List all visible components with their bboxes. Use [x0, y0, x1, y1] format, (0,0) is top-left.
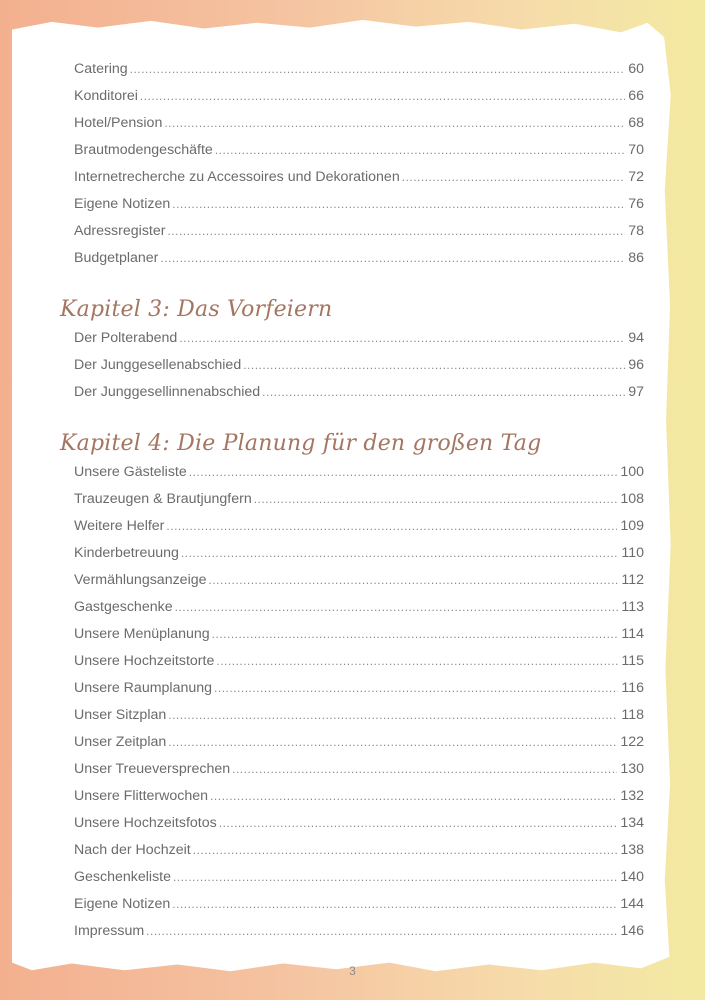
toc-entry-label: Adressregister: [74, 223, 166, 239]
toc-entry-page: 108: [620, 491, 644, 507]
toc-entry-page: 113: [621, 599, 644, 615]
toc-entry-page: 70: [628, 142, 644, 158]
dot-leader: [167, 220, 625, 242]
toc-entry-label: Unsere Raumplanung: [74, 680, 213, 696]
dot-leader: [212, 623, 619, 645]
toc-entry-label: Gastgeschenke: [74, 599, 173, 615]
dot-leader: [181, 542, 618, 564]
dot-leader: [168, 704, 618, 726]
chapter-heading-kapitel-4: Kapitel 4: Die Planung für den großen Tag: [60, 431, 542, 456]
dot-leader: [179, 327, 625, 349]
toc-entry-label: Internetrecherche zu Accessoires und Dekorationen: [74, 169, 400, 185]
toc-entry-gastgeschenke[interactable]: [74, 596, 644, 618]
toc-entry-page: 144: [620, 896, 644, 912]
toc-entry-label: Vermählungsanzeige: [74, 572, 207, 588]
toc-entry-eigene-notizen[interactable]: [74, 193, 644, 215]
toc-entry-page: 116: [621, 680, 644, 696]
toc-entry-sitzplan[interactable]: [74, 704, 644, 726]
chapter-heading-kapitel-3: Kapitel 3: Das Vorfeiern: [60, 297, 333, 322]
dot-leader: [193, 839, 618, 861]
toc-entry-raumplanung[interactable]: [74, 677, 644, 699]
toc-entry-catering[interactable]: [74, 58, 644, 80]
toc-entry-label: Catering: [74, 61, 128, 77]
toc-entry-page: 130: [620, 761, 644, 777]
toc-entry-polterabend[interactable]: [74, 327, 644, 349]
dot-leader: [214, 677, 618, 699]
toc-entry-page: 118: [621, 707, 644, 723]
dot-leader: [189, 461, 618, 483]
dot-leader: [175, 596, 619, 618]
toc-entry-zeitplan[interactable]: [74, 731, 644, 753]
toc-entry-label: Unser Treueversprechen: [74, 761, 231, 777]
toc-entry-page: 140: [620, 869, 644, 885]
toc-entry-treueversprechen[interactable]: [74, 758, 644, 780]
toc-entry-label: Eigene Notizen: [74, 196, 171, 212]
dot-leader: [160, 247, 625, 269]
dot-leader: [166, 515, 617, 537]
toc-entry-page: 112: [621, 572, 644, 588]
toc-entry-vermaehlungsanzeige[interactable]: [74, 569, 644, 591]
toc-entry-internetrecherche[interactable]: [74, 166, 644, 188]
dot-leader: [146, 920, 617, 942]
toc-entry-label: Unsere Menüplanung: [74, 626, 210, 642]
dot-leader: [172, 193, 625, 215]
dot-leader: [140, 85, 625, 107]
toc-entry-page: 138: [620, 842, 644, 858]
dot-leader: [209, 569, 619, 591]
dot-leader: [215, 139, 625, 161]
dot-leader: [130, 58, 626, 80]
toc-entry-label: Unsere Flitterwochen: [74, 788, 209, 804]
toc-entry-hochzeitstorte[interactable]: [74, 650, 644, 672]
toc-entry-label: Der Polterabend: [74, 330, 178, 346]
toc-entry-junggesellinnenabschied[interactable]: [74, 381, 644, 403]
toc-entry-hotel-pension[interactable]: [74, 112, 644, 134]
toc-entry-page: 109: [620, 518, 644, 534]
toc-entry-page: 146: [620, 923, 644, 939]
toc-entry-label: Geschenkeliste: [74, 869, 171, 885]
toc-entry-page: 86: [628, 250, 644, 266]
toc-entry-page: 96: [628, 357, 644, 373]
toc-entry-page: 72: [628, 169, 644, 185]
toc-entry-geschenkeliste[interactable]: [74, 866, 644, 888]
toc-entry-budgetplaner[interactable]: [74, 247, 644, 269]
toc-entry-label: Unser Sitzplan: [74, 707, 167, 723]
toc-entry-page: 76: [628, 196, 644, 212]
dot-leader: [402, 166, 626, 188]
toc-entry-page: 134: [620, 815, 644, 831]
toc-entry-page: 68: [628, 115, 644, 131]
toc-entry-page: 97: [628, 384, 644, 400]
toc-entry-label: Der Junggesellenabschied: [74, 357, 242, 373]
toc-entry-label: Impressum: [74, 923, 145, 939]
toc-entry-page: 100: [620, 464, 644, 480]
toc-entry-label: Konditorei: [74, 88, 138, 104]
dot-leader: [216, 650, 618, 672]
toc-entry-page: 66: [628, 88, 644, 104]
toc-entry-label: Unsere Hochzeitstorte: [74, 653, 215, 669]
dot-leader: [232, 758, 617, 780]
toc-entry-konditorei[interactable]: [74, 85, 644, 107]
toc-entry-label: Kinderbetreuung: [74, 545, 179, 561]
toc-entry-label: Unsere Gästeliste: [74, 464, 187, 480]
toc-entry-label: Unser Zeitplan: [74, 734, 167, 750]
dot-leader: [254, 488, 618, 510]
toc-entry-kinderbetreuung[interactable]: [74, 542, 644, 564]
toc-entry-label: Der Junggesellinnenabschied: [74, 384, 261, 400]
dot-leader: [164, 112, 625, 134]
toc-entry-hochzeitsfotos[interactable]: [74, 812, 644, 834]
page-number: 3: [349, 964, 356, 978]
toc-entry-page: 132: [620, 788, 644, 804]
toc-entry-trauzeugen[interactable]: [74, 488, 644, 510]
toc-entry-label: Nach der Hochzeit: [74, 842, 191, 858]
toc-entry-label: Hotel/Pension: [74, 115, 163, 131]
toc-entry-label: Eigene Notizen: [74, 896, 171, 912]
toc-entry-page: 94: [628, 330, 644, 346]
toc-entry-weitere-helfer[interactable]: [74, 515, 644, 537]
dot-leader: [168, 731, 617, 753]
toc-entry-label: Brautmodengeschäfte: [74, 142, 213, 158]
dot-leader: [172, 893, 617, 915]
toc-entry-label: Weitere Helfer: [74, 518, 165, 534]
toc-entry-label: Trauzeugen & Brautjungfern: [74, 491, 252, 507]
toc-entry-flitterwochen[interactable]: [74, 785, 644, 807]
toc-entry-eigene-notizen-2[interactable]: [74, 893, 644, 915]
toc-entry-page: 78: [628, 223, 644, 239]
toc-entry-page: 110: [621, 545, 644, 561]
toc-entry-page: 114: [621, 626, 644, 642]
toc-entry-page: 115: [621, 653, 644, 669]
dot-leader: [173, 866, 617, 888]
toc-entry-menueplanung[interactable]: [74, 623, 644, 645]
toc-entry-adressregister[interactable]: [74, 220, 644, 242]
toc-entry-label: Budgetplaner: [74, 250, 159, 266]
dot-leader: [210, 785, 617, 807]
toc-entry-brautmodengeschaefte[interactable]: [74, 139, 644, 161]
dot-leader: [262, 381, 625, 403]
toc-entry-junggesellenabschied[interactable]: [74, 354, 644, 376]
toc-entry-page: 60: [628, 61, 644, 77]
toc-entry-gaesteliste[interactable]: [74, 461, 644, 483]
toc-entry-impressum[interactable]: [74, 920, 644, 942]
toc-entry-label: Unsere Hochzeitsfotos: [74, 815, 217, 831]
dot-leader: [243, 354, 625, 376]
dot-leader: [219, 812, 618, 834]
toc-entry-page: 122: [620, 734, 644, 750]
toc-entry-nach-der-hochzeit[interactable]: [74, 839, 644, 861]
